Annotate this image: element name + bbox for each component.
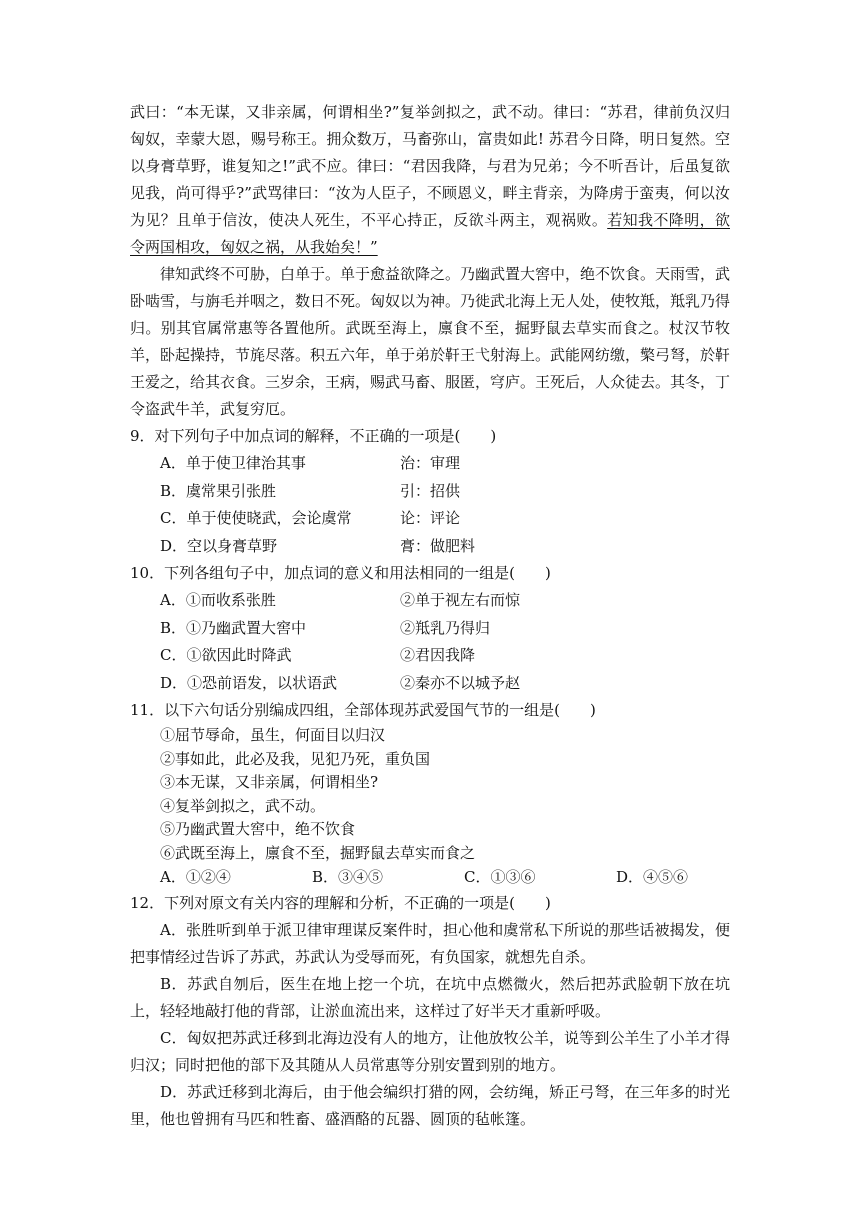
option-a: A．张胜听到单于派卫律审理谋反案件时，担心他和虞常私下所说的那些话被揭发，便把事情经过告诉了苏武，苏武认为受辱而死，有负国家，就想先自杀。 — [130, 921, 730, 966]
list-item: ①屈节辱命，虽生，何面目以归汉 — [160, 726, 386, 744]
question-10 — [130, 560, 730, 697]
list-item: ⑤乃幽武置大窖中，绝不饮食 — [160, 820, 356, 838]
list-item: ⑥武既至海上，廪食不至，掘野鼠去草实而食之 — [160, 843, 476, 862]
question-stem: 11．以下六句话分别编成四组，全部体现苏武爱国气节的一组是( ) — [130, 701, 596, 719]
option-d — [130, 533, 730, 561]
underlined-sentence: 若知我不降明，欲令两国相攻，匈奴之祸，从我始矣！” — [130, 211, 730, 256]
option-explanation: 引：招供 — [400, 481, 461, 500]
choice-a: A．①②④ — [160, 868, 231, 886]
option-sentence-2: ②单于视左右而惊 — [400, 591, 521, 609]
passage-text: 武曰：“本无谋，又非亲属，何谓相坐?”复举剑拟之，武不动。律曰：“苏君，律前负汉归匈奴，幸蒙大恩，赐号称王。拥众数万，马畜弥山，富贵如此! 苏君今日降，明日复然。空以身膏草野，谁复知之!”武不应。律曰：“君因我降，与君为兄弟；今不听吾计，后虽复欲见我，尚可得乎?”武骂律曰：“汝为人臣子，不顾恩义，畔主背亲，为降虏于蛮夷，何以汝为见？且单于信汝，使决人死生，不平心持正，反欲斗两主，观祸败。 — [130, 103, 730, 229]
option-b — [130, 615, 730, 643]
passage-paragraph-2: 律知武终不可胁，白单于。单于愈益欲降之。乃幽武置大窖中，绝不饮食。天雨雪，武卧啮雪，与旃毛并咽之，数日不死。匈奴以为神。乃徙武北海上无人处，使牧羝，羝乳乃得归。别其官属常惠等各置他所。武既至海上，廪食不至，掘野鼠去草实而食之。杖汉节牧羊，卧起操持，节旄尽落。积五六年，单于弟於靬王弋射海上。武能网纺缴，檠弓弩，於靬王爱之，给其衣食。三岁余，王病，赐武马畜、服匿，穹庐。王死后，人众徒去。其冬，丁令盗武牛羊，武复穷厄。 — [130, 265, 731, 418]
option-sentence-1: C．①欲因此时降武 — [160, 646, 292, 664]
option-explanation: 治：审理 — [400, 454, 461, 472]
document-page — [130, 99, 730, 1133]
option-d: D．苏武迁移到北海后，由于他会编织打猎的网，会纺绳，矫正弓弩，在三年多的时光里，他也曾拥有马匹和牲畜、盛酒酪的瓦器、圆顶的毡帐篷。 — [130, 1083, 730, 1128]
option-sentence-1: B．①乃幽武置大窖中 — [160, 618, 307, 637]
question-stem: 12．下列对原文有关内容的理解和分析，不正确的一项是( ) — [130, 894, 551, 912]
option-explanation: 膏：做肥料 — [400, 536, 476, 555]
option-sentence: C．单于使使晓武，会论虞常 — [160, 509, 352, 527]
option-sentence-1: A．①而收系张胜 — [160, 591, 276, 609]
option-sentence: A．单于使卫律治其事 — [160, 454, 306, 472]
list-item: ②事如此，此必及我，见犯乃死，重负国 — [160, 749, 431, 768]
answer-choices — [130, 865, 730, 890]
option-sentence: B．虞常果引张胜 — [160, 481, 277, 500]
option-sentence-2: ②羝乳乃得归 — [400, 618, 491, 637]
option-explanation: 论：评论 — [400, 509, 461, 527]
option-b — [130, 478, 730, 506]
question-12 — [130, 890, 730, 1133]
option-sentence: D．空以身膏草野 — [160, 536, 278, 555]
list-item: ③本无谋，又非亲属，何谓相坐? — [160, 773, 379, 791]
question-9 — [130, 423, 730, 560]
choice-d: D．④⑤⑥ — [616, 868, 689, 886]
option-sentence-1: D．①恐前语发，以状语武 — [160, 673, 338, 692]
choice-b: B．③④⑤ — [312, 868, 384, 886]
choice-c: C．①③⑥ — [464, 868, 536, 886]
option-sentence-2: ②秦亦不以城予赵 — [400, 673, 521, 692]
option-c: C．匈奴把苏武迁移到北海边没有人的地方，让他放牧公羊，说等到公羊生了小羊才得归汉；同时把他的部下及其随从人员常惠等分别安置到别的地方。 — [130, 1029, 730, 1074]
passage-paragraph-1 — [130, 99, 730, 261]
question-11 — [130, 697, 730, 890]
option-sentence-2: ②君因我降 — [400, 646, 476, 664]
option-a — [130, 450, 730, 478]
option-a — [130, 587, 730, 615]
question-stem: 10．下列各组句子中，加点词的意义和用法相同的一组是( ) — [130, 564, 551, 582]
list-item: ④复举剑拟之，武不动。 — [160, 796, 326, 815]
option-b: B．苏武自刎后，医生在地上挖一个坑，在坑中点燃微火，然后把苏武脸朝下放在坑上，轻轻地敲打他的背部，让淤血流出来，这样过了好半天才重新呼吸。 — [130, 975, 730, 1020]
option-c — [130, 642, 730, 670]
option-c — [130, 505, 730, 533]
question-stem: 9．对下列句子中加点词的解释，不正确的一项是( ) — [130, 427, 497, 445]
option-d — [130, 670, 730, 698]
